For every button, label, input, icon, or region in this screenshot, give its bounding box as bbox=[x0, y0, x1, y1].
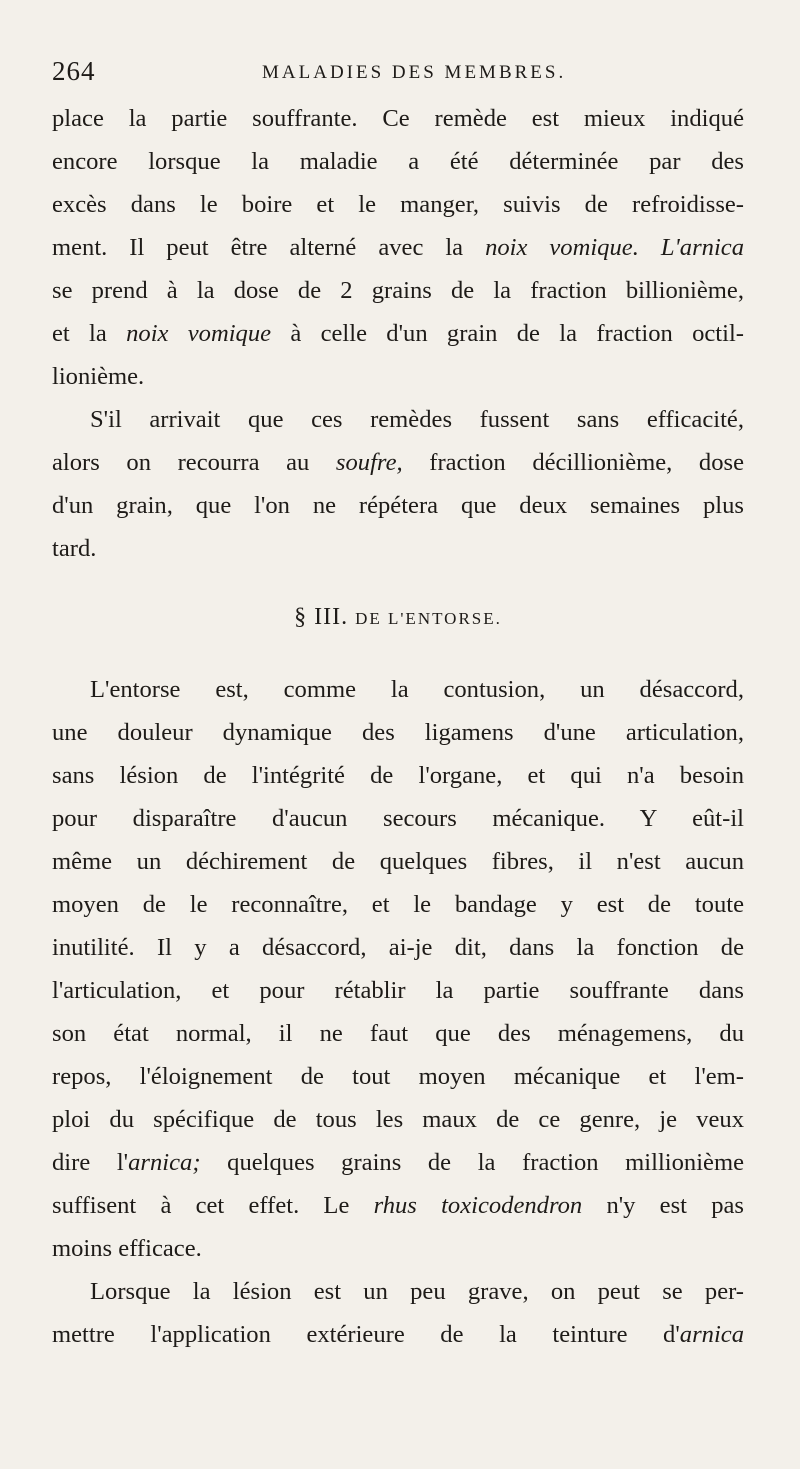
text-line: moyen de le reconnaître, et le bandage y est de toute bbox=[52, 891, 744, 918]
text-line: dire l'arnica; quelques grains de la fraction millionième bbox=[52, 1149, 745, 1176]
text-line: L'entorse est, comme la contusion, un désaccord, bbox=[90, 676, 744, 703]
text-line: repos, l'éloignement de tout moyen mécanique et l'em- bbox=[52, 1063, 744, 1090]
emphasis: rhus toxicodendron bbox=[373, 1192, 583, 1219]
emphasis: noix vomique. bbox=[485, 234, 639, 261]
text-line: S'il arrivait que ces remèdes fussent sans efficacité, bbox=[90, 406, 744, 433]
text-line: suffisent à cet effet. Le rhus toxicodendron n'y est pas bbox=[52, 1192, 744, 1219]
text-line: alors on recourra au soufre, fraction décillionième, dose bbox=[52, 449, 744, 476]
page-number: 264 bbox=[52, 56, 96, 86]
running-head-title: MALADIES DES MEMBRES. bbox=[262, 62, 567, 83]
text-line: même un déchirement de quelques fibres, il n'est aucun bbox=[52, 848, 744, 875]
paragraph-3 bbox=[52, 668, 744, 1270]
text-line: excès dans le boire et le manger, suivis de refroidisse- bbox=[52, 191, 744, 218]
text-line: l'articulation, et pour rétablir la partie souffrante dans bbox=[52, 977, 744, 1004]
text-line: tard. bbox=[52, 535, 97, 562]
text-line: son état normal, il ne faut que des ménagemens, du bbox=[52, 1020, 744, 1047]
text-line: mettre l'application extérieure de la teinture d'arnica bbox=[52, 1321, 744, 1348]
text-line: pour disparaître d'aucun secours mécanique. Y eût-il bbox=[52, 805, 744, 832]
emphasis: arnica bbox=[679, 1321, 744, 1348]
text-line: ploi du spécifique de tous les maux de ce genre, je veux bbox=[52, 1106, 744, 1133]
text-line: place la partie souffrante. Ce remède est mieux indiqué bbox=[52, 105, 744, 132]
text-line: sans lésion de l'intégrité de l'organe, et qui n'a besoin bbox=[52, 762, 744, 789]
section-heading bbox=[52, 596, 744, 640]
emphasis: arnica; bbox=[128, 1149, 201, 1176]
text-line: moins efficace. bbox=[52, 1235, 202, 1262]
text-line: d'un grain, que l'on ne répétera que deux semaines plus bbox=[52, 492, 744, 519]
paragraph-4 bbox=[52, 1270, 744, 1356]
text-line: une douleur dynamique des ligamens d'une articulation, bbox=[52, 719, 744, 746]
text-line: encore lorsque la maladie a été déterminée par des bbox=[52, 148, 744, 175]
paragraph-2 bbox=[52, 398, 744, 570]
text-line: inutilité. Il y a désaccord, ai-je dit, dans la fonction de bbox=[52, 934, 744, 961]
text-line: Lorsque la lésion est un peu grave, on peut se per- bbox=[90, 1278, 744, 1305]
running-head bbox=[52, 56, 740, 96]
paragraph-1 bbox=[52, 97, 744, 398]
emphasis: soufre, bbox=[335, 449, 403, 476]
text-line: ment. Il peut être alterné avec la noix vomique. L'arnica bbox=[52, 234, 744, 261]
section-number: § III. bbox=[294, 604, 349, 630]
body-text bbox=[52, 97, 744, 1356]
text-line: lionième. bbox=[52, 363, 145, 390]
text-line: et la noix vomique à celle d'un grain de la fraction octil- bbox=[52, 320, 744, 347]
text-line: se prend à la dose de 2 grains de la fraction billionième, bbox=[52, 277, 744, 304]
section-title: DE L'ENTORSE. bbox=[355, 609, 502, 628]
emphasis: noix vomique bbox=[126, 320, 272, 347]
emphasis: L'arnica bbox=[660, 234, 744, 261]
